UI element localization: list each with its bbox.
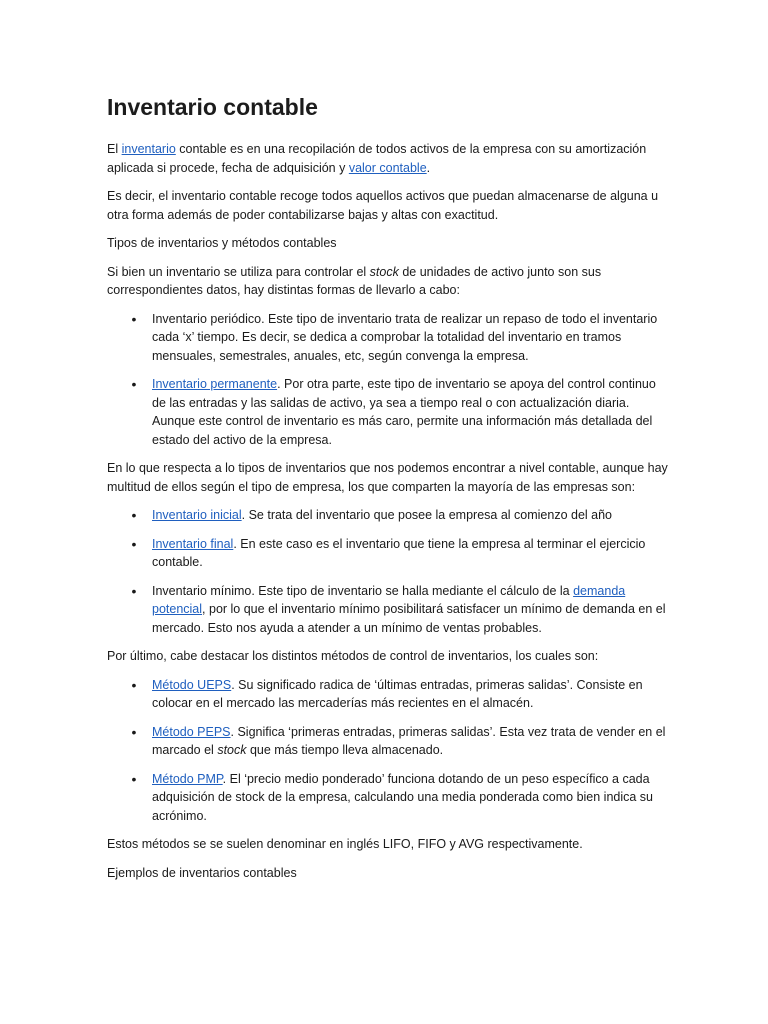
link-metodo-pmp[interactable]: Método PMP [152,771,223,786]
link-inventario[interactable]: inventario [121,142,176,156]
list-item [107,375,668,449]
link-inventario-inicial[interactable]: Inventario inicial [152,508,242,522]
bullet-icon: • [131,376,137,392]
paragraph-estos-metodos: Estos métodos se se suelen denominar en inglés LIFO, FIFO y AVG respectivamente. [107,837,583,851]
text: El [107,142,122,156]
paragraph-es-decir: Es decir, el inventario contable recoge todos aquellos activos que puedan almacenarse de alguna u otra forma además de poder contabilizarse bajas y altas con exactitud. [107,189,659,222]
list-item [107,310,668,366]
item-text: . Su significado radica de ‘últimas entradas, primeras salidas’. Consiste en colocar en el mercado las mercaderías más recientes en el almacén. [152,677,643,710]
paragraph-en-lo-que: En lo que respecta a lo tipos de inventarios que nos podemos encontrar a nivel contable, aunque hay multitud de ellos según el tipo de empresa, los que comparten la mayoría de las empresas son: [107,461,668,494]
item-text: . Este tipo de inventario trata de realizar un repaso de todo el inventario cada ‘x’ tiempo. Es decir, se dedica a comprobar la totalidad del inventario en tramos mensuales, semestrales, anuales, etc, según convenga la empresa. [152,311,658,363]
text: . [426,160,431,175]
page-title: Inventario contable [107,94,318,120]
link-metodo-ueps[interactable]: Método UEPS [152,677,232,692]
paragraph-si-bien [107,263,668,300]
list-methods [107,676,668,826]
list-item [107,723,668,760]
list-item [107,582,668,638]
list-inventory-types [107,310,668,450]
text-emphasis: stock [217,743,247,757]
link-inventario-final[interactable]: Inventario final [152,536,234,551]
bullet-icon: • [131,770,137,787]
list-item [107,770,668,826]
item-text: . El ‘precio medio ponderado’ funciona dotando de un peso específico a cada adquisición de stock de la empresa, calculando una media ponderada como bien indica su acrónimo. [152,771,654,823]
list-item [107,506,668,525]
bullet-icon: • [131,507,137,523]
link-demanda-potencial[interactable]: demanda potencial [152,583,626,616]
item-text: . Por otra parte, este tipo de inventario se apoya del control continuo de las entradas y las salidas de activo, ya sea a tiempo real o con actualización diaria. Aunque este control de inventario es más caro, permite una información más detallada del estado del activo de la empresa. [152,377,656,447]
item-lead: Inventario mínimo [152,583,252,598]
list-item [107,676,668,713]
link-metodo-peps[interactable]: Método PEPS [152,724,231,739]
text: de unidades de activo junto son sus correspondientes datos, hay distintas formas de llevarlo a cabo: [107,264,602,297]
text-emphasis: stock [369,264,399,279]
item-text: . Significa ‘primeras entradas, primeras salidas’. Esta vez trata de vender en el marcado el [152,724,666,757]
link-inventario-permanente[interactable]: Inventario permanente [152,377,278,391]
subheading-ejemplos: Ejemplos de inventarios contables [107,865,297,880]
link-valor-contable[interactable]: valor contable [348,160,427,175]
item-text: , por lo que el inventario mínimo posibilitará satisfacer un mínimo de demanda en el mercado. Esto nos ayuda a atender a un mínimo de ventas probables. [152,602,666,635]
item-text: que más tiempo lleva almacenado. [246,743,444,757]
bullet-icon: • [131,310,137,327]
list-inventory-kinds [107,506,668,637]
list-item [107,535,668,572]
item-lead: Inventario periódico [152,311,262,326]
item-text: . En este caso es el inventario que tiene la empresa al terminar el ejercicio contable. [152,536,646,569]
bullet-icon: • [131,723,137,740]
intro-paragraph [107,140,668,177]
item-text: . Este tipo de inventario se halla mediante el cálculo de la [251,583,574,598]
subheading-tipos: Tipos de inventarios y métodos contables [107,236,337,250]
bullet-icon: • [131,676,137,693]
item-text: . Se trata del inventario que posee la empresa al comienzo del año [241,508,613,522]
paragraph-por-ultimo: Por último, cabe destacar los distintos métodos de control de inventarios, los cuales son: [107,649,599,663]
text: Si bien un inventario se utiliza para controlar el [107,264,370,279]
bullet-icon: • [131,535,137,552]
text: contable es en una recopilación de todos activos de la empresa con su amortización aplicada si procede, fecha de adquisición y [107,142,647,175]
bullet-icon: • [131,582,137,599]
